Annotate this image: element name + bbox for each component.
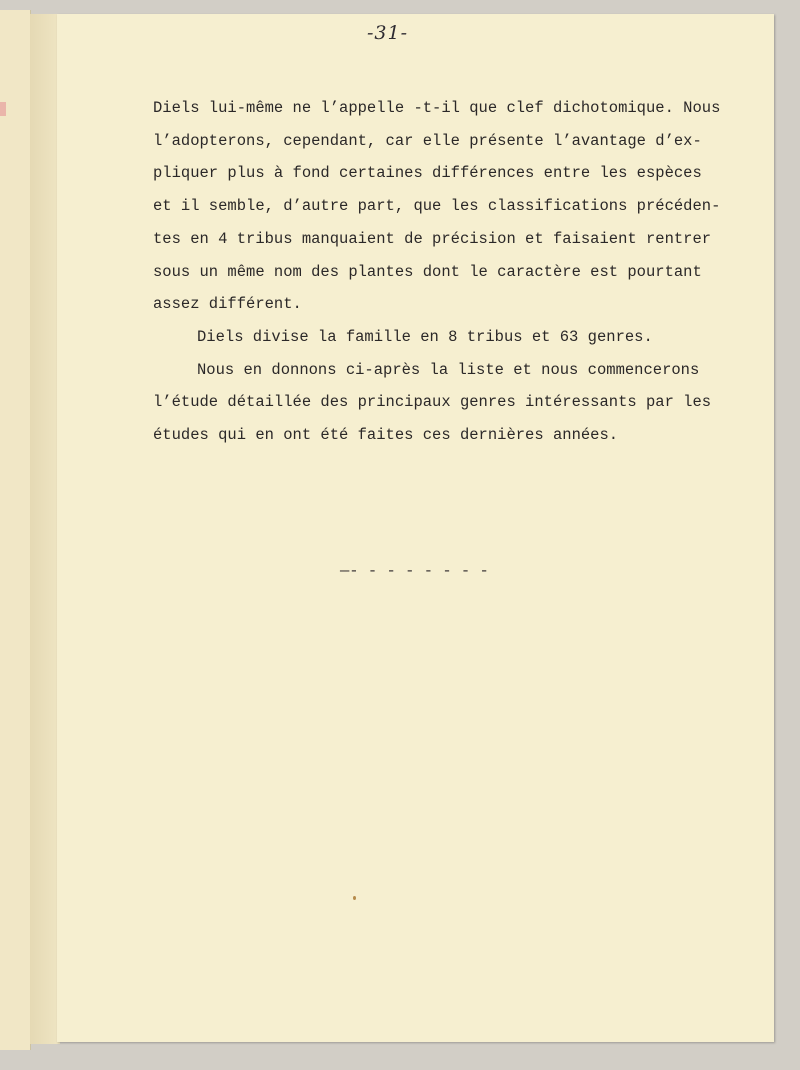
text-line: pliquer plus à fond certaines différences entre les espèces [153, 164, 702, 183]
text-line: l’étude détaillée des principaux genres intéressants par les [153, 393, 712, 412]
text-line: Diels lui-même ne l’appelle -t-il que clef dichotomique. Nous [153, 99, 721, 117]
previous-page-edge [0, 10, 31, 1050]
text-line: tes en 4 tribus manquaient de précision et faisaient rentrer [153, 229, 712, 248]
binding-gutter [30, 14, 60, 1044]
body-text [153, 92, 753, 452]
text-line: l’adopterons, cependant, car elle présente l’avantage d’ex- [153, 131, 702, 150]
text-line: assez différent. [153, 295, 302, 314]
previous-page-mark [0, 102, 6, 116]
typewritten-page [57, 14, 774, 1042]
paragraph-line: Diels divise la famille en 8 tribus et 63 genres. [197, 327, 653, 346]
section-separator: —- - - - - - - - [340, 562, 489, 580]
paragraph-line: Nous en donnons ci-après la liste et nous commencerons [197, 360, 700, 379]
page-number: -31- [367, 22, 409, 44]
text-line: et il semble, d’autre part, que les classifications précéden- [153, 197, 721, 216]
paper-speck [353, 896, 356, 900]
text-line: sous un même nom des plantes dont le caractère est pourtant [153, 262, 702, 281]
text-line: études qui en ont été faites ces dernières années. [153, 426, 619, 445]
